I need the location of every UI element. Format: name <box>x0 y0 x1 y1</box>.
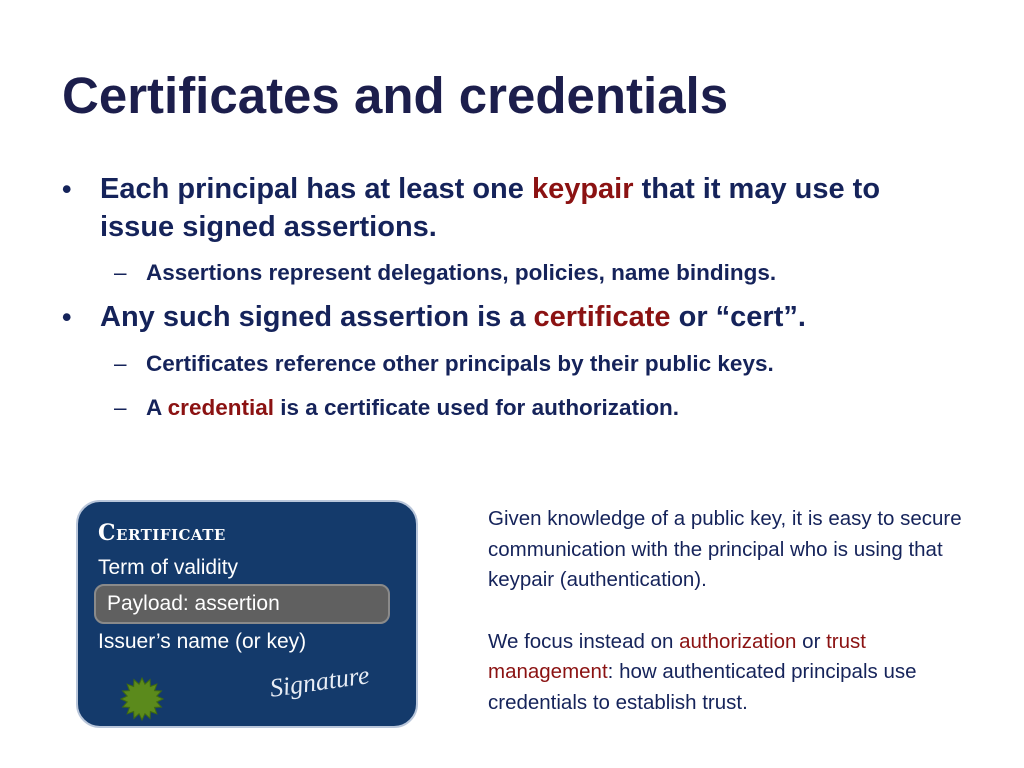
certificate-validity: Term of validity <box>98 556 239 579</box>
bullet-text: Any such signed assertion is a <box>100 301 534 333</box>
side-note <box>488 504 988 718</box>
sub-bullet-text: A <box>146 395 168 420</box>
keypair-term: keypair <box>531 173 634 205</box>
dash-marker: – <box>114 395 127 420</box>
side-text: We focus instead on <box>488 629 680 653</box>
bullet-marker: • <box>62 302 72 332</box>
side-paragraph-authentication: Given knowledge of a public key, it is easy to secure communication with the principal who is using that keypair (authentication). <box>488 507 962 591</box>
bullet-item-certificate <box>62 298 962 336</box>
authorization-term: authorization <box>679 629 797 653</box>
credential-term: credential <box>167 395 274 420</box>
certificate-term: certificate <box>533 301 671 333</box>
certificate-title: Certificate <box>98 520 226 546</box>
sub-bullet-text: Certificates reference other principals by their public keys. <box>146 351 774 376</box>
sub-bullet-text: is a certificate used for authorization. <box>273 395 680 420</box>
bullet-text: that it may use to issue signed assertions. <box>100 173 881 243</box>
sub-bullet-assertions <box>62 258 962 288</box>
slide-title: Certificates and credentials <box>62 67 729 124</box>
side-text: : how authenticated principals use credentials to establish trust. <box>488 660 917 714</box>
certificate-signature: Signature <box>267 660 372 703</box>
certificate-issuer: Issuer’s name (or key) <box>98 630 307 653</box>
certificate-card <box>76 500 418 728</box>
dash-marker: – <box>114 351 127 376</box>
bullet-item-keypair <box>62 170 962 246</box>
sub-bullet-text: Assertions represent delegations, policies, name bindings. <box>146 260 777 285</box>
bullet-marker: • <box>62 174 72 204</box>
side-paragraph-authorization <box>488 627 988 719</box>
certificate-payload: Payload: assertion <box>94 584 390 624</box>
seal-icon <box>120 677 164 721</box>
bullet-text: or “cert”. <box>670 301 806 333</box>
bullet-text: Each principal has at least one <box>100 173 532 205</box>
sub-bullet-public-keys <box>62 349 962 379</box>
side-text: or <box>796 629 827 653</box>
dash-marker: – <box>114 260 127 285</box>
sub-bullet-credential <box>62 393 962 423</box>
trust-management-term: trust management <box>488 629 866 683</box>
bullet-list <box>62 170 962 423</box>
